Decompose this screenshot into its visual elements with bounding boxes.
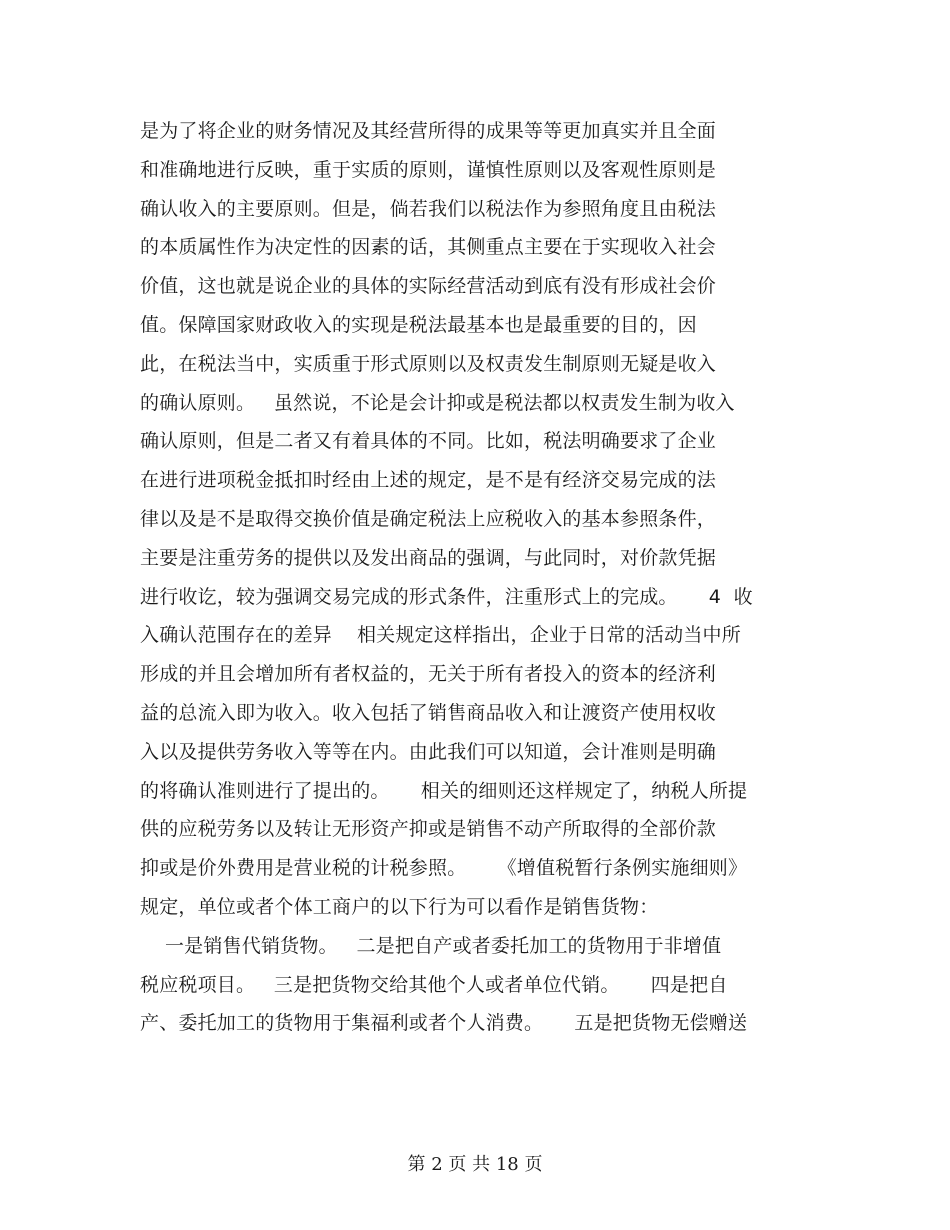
text-line: 入以及提供劳务收入等等在内。由此我们可以知道，会计准则是明确 — [140, 740, 717, 763]
text-line: 抑或是价外费用是营业税的计税参照。 《增值税暂行条例实施细则》 — [140, 857, 748, 880]
text-line: 益的总流入即为收入。收入包括了销售商品收入和让渡资产使用权收 — [140, 701, 717, 724]
text-line: 供的应税劳务以及转让无形资产抑或是销售不动产所取得的全部价款 — [140, 818, 717, 841]
text-line: 规定，单位或者个体工商户的以下行为可以看作是销售货物： — [140, 895, 659, 918]
text-line: 的将确认准则进行了提出的。 相关的细则还这样规定了，纳税人所提 — [140, 779, 748, 802]
text-line: 的本质属性作为决定性的因素的话，其侧重点主要在于实现收入社会 — [140, 236, 717, 259]
text-line: 此，在税法当中，实质重于形式原则以及权责发生制原则无疑是收入 — [140, 352, 717, 375]
text-line: 产、委托加工的货物用于集福利或者个人消费。 五是把货物无偿赠送 — [140, 1012, 748, 1035]
text-line: 和准确地进行反映，重于实质的原则，谨慎性原则以及客观性原则是 — [140, 158, 717, 181]
text-line: 税应税项目。 三是把货物交给其他个人或者单位代销。 四是把自 — [140, 973, 728, 996]
text-line: 确认原则，但是二者又有着具体的不同。比如，税法明确要求了企业 — [140, 430, 717, 453]
text-line: 是为了将企业的财务情况及其经营所得的成果等等更加真实并且全面 — [140, 120, 717, 142]
text-line: 在进行进项税金抵扣时经由上述的规定，是不是有经济交易完成的法 — [140, 469, 717, 492]
text-line: 入确认范围存在的差异 相关规定这样指出，企业于日常的活动当中所 — [140, 624, 741, 647]
page-number-footer: 第 2 页 共 18 页 — [407, 1154, 543, 1175]
text-line: 的确认原则。 虽然说，不论是会计抑或是税法都以权责发生制为收入 — [140, 391, 735, 414]
text-line: 价值，这也就是说企业的具体的实际经营活动到底有没有形成社会价 — [140, 275, 717, 298]
text-line: 律以及是不是取得交换价值是确定税法上应税收入的基本参照条件， — [140, 507, 717, 530]
text-line: 进行收讫，较为强调交易完成的形式条件，注重形式上的完成。 4 收 — [140, 585, 753, 608]
body-text — [140, 112, 820, 1043]
text-line: 一是销售代销货物。 二是把自产或者委托加工的货物用于非增值 — [140, 934, 722, 957]
text-line: 确认收入的主要原则。但是，倘若我们以税法作为参照角度且由税法 — [140, 197, 717, 220]
text-line: 形成的并且会增加所有者权益的，无关于所有者投入的资本的经济利 — [140, 663, 717, 686]
text-line: 主要是注重劳务的提供以及发出商品的强调，与此同时，对价款凭据 — [140, 546, 717, 569]
text-line: 值。保障国家财政收入的实现是税法最基本也是最重要的目的，因 — [140, 313, 697, 336]
